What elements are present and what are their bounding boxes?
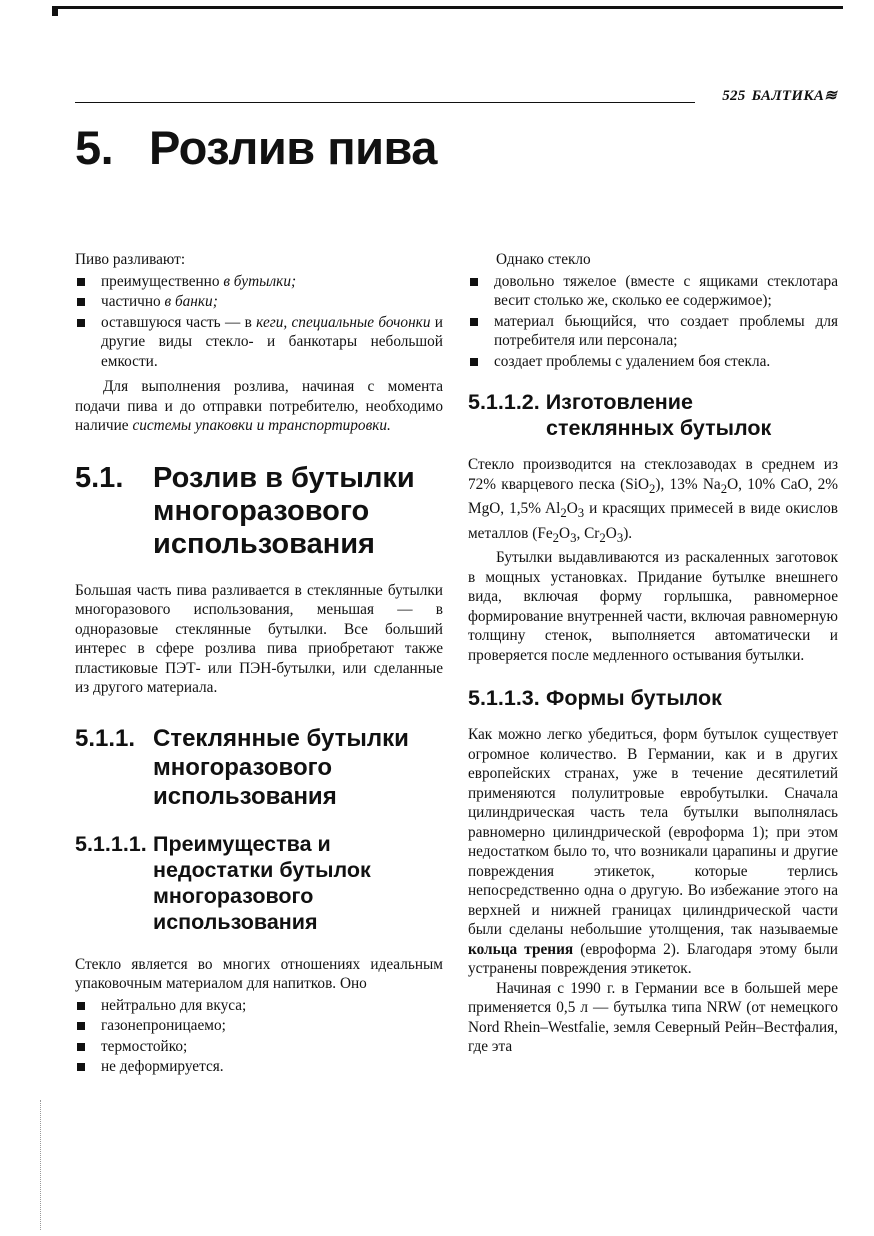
list-item: не деформируется. [75,1057,443,1077]
section-heading-5-1: 5.1. Розлив в бутылки многоразового использования [75,461,415,560]
left-column [75,250,443,1083]
list-item: нейтрально для вкуса; [75,996,443,1016]
brand-wave-icon: ≋ [824,88,837,104]
paragraph: Бутылки выдавливаются из раскаленных заготовок в мощных установках. Придание бутылке внешнего вида, включая форму горлышка, равномерное формирование внутренней части, включая равномерную толщину стенок, выполняется автоматически и проверяется после медленного остывания бутылки. [468,549,838,664]
running-head-rule [75,102,695,103]
list-item: частично в банки; [75,292,443,312]
bottling-list [75,272,443,372]
list-item: газонепроницаемо; [75,1016,443,1036]
paragraph: Стекло является во многих отношениях идеальным упаковочным материалом для напитков. Оно [75,955,443,992]
page-number: 525 [722,88,746,104]
section-heading-5-1-1-1: 5.1.1.1. Преимущества и недостатки бутылок многоразового использования [75,831,371,934]
glass-composition-paragraph: Стекло производится на стеклозаводах в среднем из 72% кварцевого песка (SiO$_2$), 13% $Na_2O$, 10% CaO, 2% MgO, 1,5% $Al_2O_3$ и красящих примесей в виде окислов металлов ($Fe_2O_3$, $Cr_2O_3$). [468,456,838,545]
right-column [468,250,838,1057]
glass-properties-list [75,996,443,1077]
list-item: термостойко; [75,1037,443,1057]
glass-disadvantages-list [468,272,838,372]
running-head-text [722,86,837,105]
intro-text: Пиво разливают: [75,251,186,268]
paragraph: Для выполнения розлива, начиная с момента подачи пива и до отправки потребителю, необходимо наличие системы упаковки и транспортировки. [75,378,443,434]
margin-scan-marks [40,1100,42,1230]
brand-name: БАЛТИКА [751,88,825,104]
section-heading-5-1-1-2: 5.1.1.2. Изготовление стеклянных бутылок [468,390,772,440]
however-text: Однако стекло [496,251,591,268]
chapter-number: 5. [75,121,114,174]
list-item: оставшуюся часть — в кеги, специальные бочонки и другие виды стекло- и банкотары небольшой емкости. [75,313,443,372]
section-heading-5-1-1-3: 5.1.1.3. Формы бутылок [468,686,722,711]
running-head [75,86,845,106]
chapter-title [75,120,437,175]
list-item: преимущественно в бутылки; [75,272,443,292]
top-rule [56,6,843,9]
list-item: довольно тяжелое (вместе с ящиками стеклотара весит столько же, сколько ее содержимое); [468,272,838,311]
list-item: материал бьющийся, что создает проблемы для потребителя или персонала; [468,312,838,351]
paragraph: Как можно легко убедиться, форм бутылок существует огромное количество. В Германии, как и в других европейских странах, уже в течение десятилетий применяются полулитровые евробутылки. Сначала цилиндрическая часть тела бутылки выполнялась равномерно цилиндрической (евроформа 1); при этом недостатком было то, что возникали царапины и другие повреждения этикеток, которые терлись непосредственно одна о другую. Во избежание этого на верхней и нижней границах цилиндрической части были сделаны небольшие утолщения, так называемые кольца трения (евроформа 2). Благодаря этому были устранены повреждения этикеток. [468,726,838,978]
list-item: создает проблемы с удалением боя стекла. [468,352,838,372]
paragraph: Большая часть пива разливается в стеклянные бутылки многоразового использования, меньшая — в одноразовые стеклянные бутылки. Все больший интерес в сфере розлива пива приобретают также пластиковые ПЭТ- или ПЭН-бутылки, или сделанные из другого материала. [75,581,443,696]
section-heading-5-1-1: 5.1.1. Стеклянные бутылки многоразового использования [75,724,409,810]
chapter-title-text: Розлив пива [149,121,437,174]
paragraph: Начиная с 1990 г. в Германии все в большей мере применяется 0,5 л — бутылка типа NRW (от немецкого Nord Rhein–Westfalie, земля Северный Рейн–Вестфалия, где эта [468,979,838,1056]
